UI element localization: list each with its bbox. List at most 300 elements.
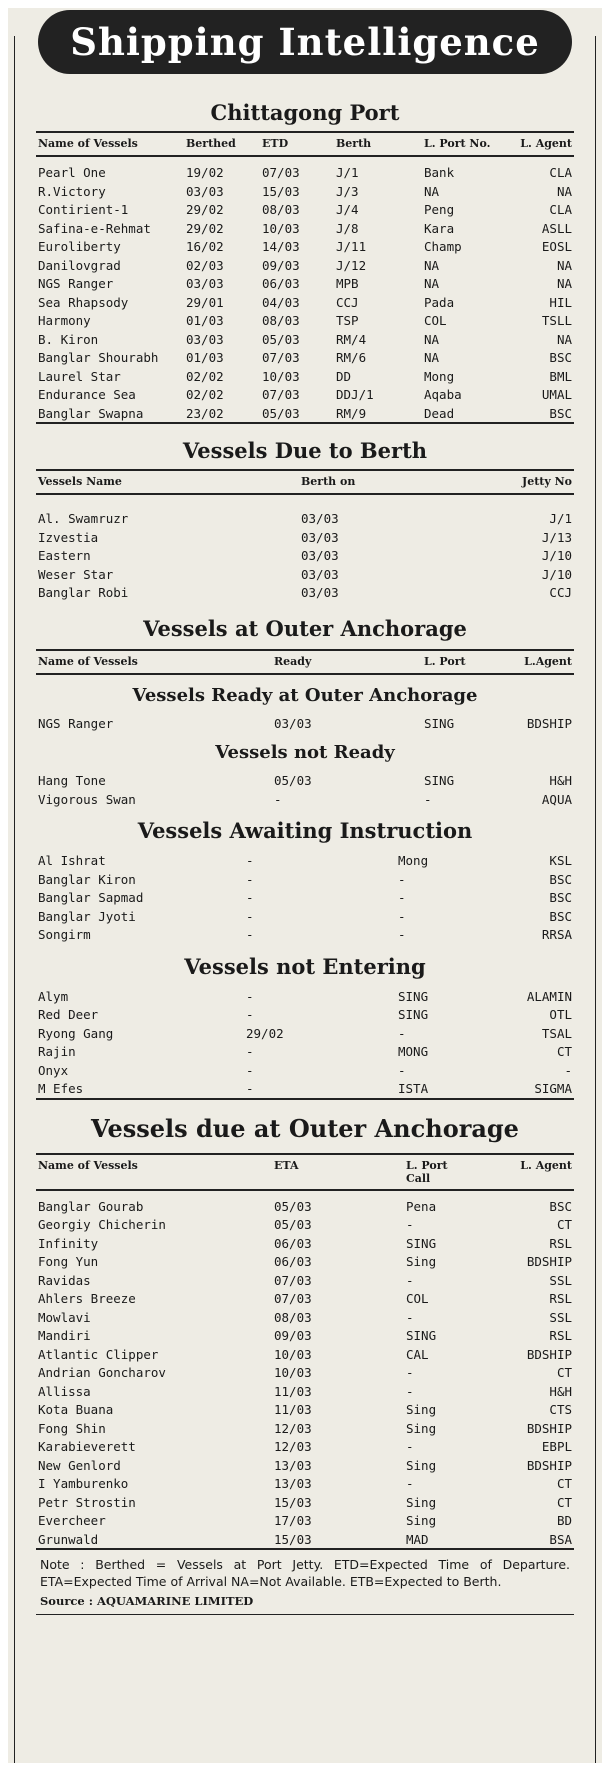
table-cell: 05/03: [274, 1217, 312, 1232]
table-cell: -: [246, 1062, 254, 1078]
header-cell: Vessels Name: [38, 475, 122, 488]
table-row: [36, 237, 574, 256]
table-cell: 23/02: [186, 405, 224, 421]
table-cell: 02/02: [186, 387, 224, 402]
table-cell: -: [246, 1044, 254, 1059]
table-cell: BSC: [549, 908, 572, 924]
table-cell: NGS Ranger: [38, 715, 114, 731]
table-cell: Izvestia: [38, 529, 99, 545]
table-cell: -: [246, 988, 254, 1004]
table-cell: J/1: [549, 511, 572, 526]
not-ready-rows: [36, 771, 574, 808]
table-cell: Mong: [398, 853, 429, 868]
table-cell: BSA: [549, 1531, 572, 1547]
table-cell: 14/03: [262, 239, 300, 254]
table-cell: SING: [398, 1007, 429, 1022]
table-cell: -: [398, 871, 406, 887]
table-cell: Weser Star: [38, 566, 114, 582]
table-cell: 03/03: [301, 511, 339, 526]
table-cell: Andrian Goncharov: [38, 1365, 166, 1380]
table-cell: H&H: [549, 773, 572, 788]
table-cell: Euroliberty: [38, 239, 121, 254]
table-cell: BML: [549, 368, 572, 384]
table-cell: J/11: [336, 239, 367, 254]
table-cell: Songirm: [38, 927, 91, 942]
table-cell: J/4: [336, 202, 359, 217]
table-cell: BSC: [549, 1198, 572, 1214]
table-cell: 08/03: [262, 313, 300, 328]
header-cell: Jetty No: [522, 475, 572, 488]
table-cell: TSP: [336, 313, 359, 328]
table-cell: Alym: [38, 988, 69, 1004]
due-to-berth-header: [36, 469, 574, 495]
table-cell: 29/01: [186, 294, 224, 310]
table-cell: -: [246, 1007, 254, 1022]
table-row: [36, 330, 574, 349]
table-cell: NA: [424, 350, 440, 365]
table-cell: Laurel Star: [38, 368, 121, 384]
table-cell: 11/03: [274, 1402, 312, 1417]
table-cell: J/10: [541, 548, 572, 563]
table-cell: 09/03: [274, 1328, 312, 1343]
table-cell: NA: [556, 183, 572, 199]
not-ready-subtitle: Vessels not Ready: [215, 742, 395, 763]
header-cell: L. Agent: [520, 1158, 572, 1172]
table-cell: COL: [424, 313, 447, 328]
table-cell: -: [406, 1365, 414, 1380]
table-row: [36, 1419, 574, 1438]
table-cell: 02/02: [186, 368, 224, 384]
table-row: [36, 1308, 574, 1327]
chittagong-title: Chittagong Port: [210, 100, 400, 125]
table-cell: HIL: [549, 294, 572, 310]
table-row: [36, 1215, 574, 1234]
table-cell: Banglar Swapna: [38, 405, 144, 421]
table-cell: 05/03: [262, 331, 300, 347]
table-cell: Fong Yun: [38, 1254, 99, 1269]
table-row: [36, 163, 574, 182]
table-cell: Ravidas: [38, 1272, 91, 1288]
table-cell: Grunwald: [38, 1531, 99, 1547]
table-row: [36, 182, 574, 201]
header-cell: ETD: [262, 137, 289, 150]
table-cell: BDSHIP: [526, 1420, 572, 1436]
table-row: [36, 311, 574, 330]
table-cell: Sing: [406, 1402, 437, 1417]
table-row: [36, 1252, 574, 1271]
table-cell: OTL: [549, 1007, 572, 1022]
table-row: [36, 200, 574, 219]
header-cell: Name of Vessels: [38, 1158, 138, 1172]
table-cell: TSAL: [541, 1025, 572, 1041]
table-cell: Bank: [424, 165, 455, 180]
header-cell: Berthed: [186, 137, 236, 150]
table-cell: Danilovgrad: [38, 257, 121, 273]
table-cell: SING: [406, 1235, 437, 1251]
table-cell: 08/03: [262, 202, 300, 217]
ready-rows: [36, 714, 574, 733]
table-cell: 13/03: [274, 1457, 312, 1473]
due-outer-rows: [36, 1197, 574, 1549]
table-cell: 07/03: [262, 387, 300, 402]
table-cell: EOSL: [541, 239, 572, 254]
table-cell: 16/02: [186, 239, 224, 254]
table-row: [36, 907, 574, 926]
header-cell: L. Port: [424, 654, 466, 668]
table-cell: Banglar Kiron: [38, 871, 136, 887]
table-cell: 12/03: [274, 1439, 312, 1454]
header-cell: Name of Vessels: [38, 137, 138, 150]
table-cell: H&H: [549, 1383, 572, 1399]
table-cell: -: [424, 791, 432, 807]
due-outer-header: [36, 1153, 574, 1191]
table-cell: 06/03: [274, 1254, 312, 1269]
table-cell: 15/03: [274, 1531, 312, 1547]
table-cell: 03/03: [186, 276, 224, 291]
table-cell: Eastern: [38, 548, 91, 563]
table-cell: Ahlers Breeze: [38, 1291, 136, 1306]
table-row: [36, 509, 574, 528]
table-cell: -: [398, 890, 406, 905]
table-cell: Sea Rhapsody: [38, 294, 129, 310]
table-row: [36, 1474, 574, 1493]
table-row: [36, 1234, 574, 1253]
table-cell: 10/03: [262, 368, 300, 384]
table-cell: J/1: [336, 165, 359, 180]
header-cell: Berth on: [301, 475, 356, 488]
table-row: [36, 293, 574, 312]
table-cell: M Efes: [38, 1081, 84, 1096]
awaiting-title: Vessels Awaiting Instruction: [137, 818, 473, 843]
due-outer-title: Vessels due at Outer Anchorage: [91, 1113, 519, 1143]
table-cell: MPB: [336, 276, 359, 291]
table-cell: BDSHIP: [526, 1457, 572, 1473]
table-cell: BSC: [549, 871, 572, 887]
table-cell: COL: [406, 1291, 429, 1306]
table-cell: 03/03: [186, 183, 224, 199]
footnote: Note : Berthed = Vessels at Port Jetty. ETD=Expected Time of Departure. ETA=Expected Time of Arrival NA=Not Available. ETB=Expected to Berth.: [40, 1557, 570, 1589]
table-cell: CCJ: [549, 585, 572, 600]
table-cell: 29/02: [246, 1025, 284, 1041]
header-cell: Ready: [274, 654, 312, 668]
table-cell: Sing: [406, 1420, 437, 1436]
table-cell: 15/03: [262, 183, 300, 199]
table-cell: Sing: [406, 1513, 437, 1528]
table-cell: SING: [406, 1328, 437, 1343]
table-cell: Sing: [406, 1254, 437, 1269]
header-cell: Berth: [336, 137, 372, 150]
table-cell: RSL: [549, 1328, 572, 1343]
table-cell: Ryong Gang: [38, 1025, 114, 1041]
table-row: [36, 1456, 574, 1475]
table-cell: Banglar Jyoti: [38, 908, 136, 924]
due-to-berth-title: Vessels Due to Berth: [182, 438, 428, 463]
table-cell: 10/03: [274, 1346, 312, 1362]
newspaper-clipping: [8, 8, 602, 1763]
table-cell: Pada: [424, 294, 455, 310]
header-cell: L.Agent: [524, 654, 572, 668]
table-cell: ASLL: [541, 220, 572, 236]
table-cell: MONG: [398, 1044, 429, 1059]
table-cell: Vigorous Swan: [38, 791, 136, 807]
table-cell: 11/03: [274, 1383, 312, 1399]
table-cell: NA: [424, 331, 440, 347]
header-cell: Name of Vessels: [38, 654, 138, 668]
table-cell: BDSHIP: [526, 715, 572, 731]
table-row: [36, 870, 574, 889]
table-cell: 03/03: [301, 529, 339, 545]
table-cell: Harmony: [38, 313, 91, 328]
table-cell: CCJ: [336, 294, 359, 310]
table-cell: Banglar Shourabh: [38, 350, 159, 365]
table-cell: RRSA: [541, 927, 572, 942]
table-row: [36, 1079, 574, 1098]
table-cell: 05/03: [274, 1198, 312, 1214]
table-cell: SING: [424, 715, 455, 731]
table-cell: J/10: [541, 566, 572, 582]
table-cell: EBPL: [541, 1439, 572, 1454]
table-cell: CTS: [549, 1402, 572, 1417]
table-cell: Mong: [424, 368, 455, 384]
table-row: [36, 1382, 574, 1401]
table-row: [36, 1437, 574, 1456]
table-cell: -: [246, 1081, 254, 1096]
table-cell: ISTA: [398, 1081, 429, 1096]
source-credit: Source : AQUAMARINE LIMITED: [40, 1594, 254, 1608]
table-cell: 01/03: [186, 313, 224, 328]
table-cell: -: [406, 1217, 414, 1232]
not-entering-rows: [36, 987, 574, 1098]
table-cell: 12/03: [274, 1420, 312, 1436]
table-cell: -: [246, 908, 254, 924]
table-cell: 29/02: [186, 202, 224, 217]
table-cell: CAL: [406, 1346, 429, 1362]
header-cell: L. Agent: [520, 137, 572, 150]
table-cell: 03/03: [301, 566, 339, 582]
table-cell: -: [246, 890, 254, 905]
table-cell: 05/03: [274, 773, 312, 788]
table-cell: 06/03: [274, 1235, 312, 1251]
table-cell: SSL: [549, 1272, 572, 1288]
table-cell: Banglar Robi: [38, 585, 129, 600]
table-cell: J/13: [541, 529, 572, 545]
table-cell: BSC: [549, 890, 572, 905]
table-cell: SIGMA: [534, 1081, 572, 1096]
table-cell: 09/03: [262, 257, 300, 273]
table-cell: Pearl One: [38, 165, 106, 180]
table-cell: CT: [556, 1476, 572, 1491]
table-cell: 29/02: [186, 220, 224, 236]
table-cell: Endurance Sea: [38, 387, 136, 402]
table-cell: 19/02: [186, 165, 224, 180]
table-row: [36, 1326, 574, 1345]
table-cell: 01/03: [186, 350, 224, 365]
table-row: [36, 583, 574, 602]
table-cell: -: [246, 871, 254, 887]
table-cell: Onyx: [38, 1062, 69, 1078]
table-row: [36, 385, 574, 404]
table-row: [36, 256, 574, 275]
table-row: [36, 925, 574, 944]
table-cell: Pena: [406, 1198, 437, 1214]
table-cell: 05/03: [262, 405, 300, 421]
table-row: [36, 1271, 574, 1290]
table-cell: 07/03: [274, 1272, 312, 1288]
table-row: [36, 1511, 574, 1530]
table-cell: Allissa: [38, 1383, 91, 1399]
table-cell: NA: [556, 331, 572, 347]
table-cell: Georgiy Chicherin: [38, 1217, 166, 1232]
table-cell: -: [398, 1062, 406, 1078]
table-cell: -: [406, 1439, 414, 1454]
table-cell: DD: [336, 368, 352, 384]
table-cell: RM/9: [336, 405, 367, 421]
table-cell: R.Victory: [38, 183, 106, 199]
table-cell: 07/03: [262, 165, 300, 180]
table-cell: SING: [424, 773, 455, 788]
table-cell: Karabieverett: [38, 1439, 136, 1454]
table-row: [36, 348, 574, 367]
table-cell: -: [246, 853, 254, 868]
table-cell: ALAMIN: [526, 988, 572, 1004]
table-cell: Al. Swamruzr: [38, 511, 129, 526]
table-cell: -: [398, 927, 406, 942]
table-cell: -: [406, 1476, 414, 1491]
not-entering-title: Vessels not Entering: [184, 953, 426, 979]
table-cell: -: [274, 791, 282, 807]
table-cell: BDSHIP: [526, 1346, 572, 1362]
table-cell: Hang Tone: [38, 773, 106, 788]
table-cell: New Genlord: [38, 1457, 121, 1473]
table-row: [36, 1197, 574, 1216]
table-cell: 15/03: [274, 1494, 312, 1510]
table-cell: TSLL: [541, 313, 572, 328]
table-cell: Mandiri: [38, 1328, 91, 1343]
table-cell: Rajin: [38, 1044, 76, 1059]
awaiting-rows: [36, 851, 574, 944]
content: [36, 100, 574, 1615]
table-row: [36, 404, 574, 423]
table-cell: B. Kiron: [38, 331, 99, 347]
table-row: [36, 1024, 574, 1043]
table-cell: 03/03: [186, 331, 224, 347]
bottom-rule: [36, 1614, 574, 1615]
table-cell: BDSHIP: [526, 1254, 572, 1269]
table-cell: -: [564, 1062, 572, 1078]
table-cell: Fong Shin: [38, 1420, 106, 1436]
table-row: [36, 1363, 574, 1382]
table-cell: RM/6: [336, 350, 367, 365]
table-cell: -: [398, 1025, 406, 1041]
table-row: [36, 790, 574, 809]
table-cell: CLA: [549, 202, 572, 217]
table-cell: 04/03: [262, 294, 300, 310]
table-row: [36, 1061, 574, 1080]
table-cell: Kara: [424, 220, 455, 236]
table-cell: 08/03: [274, 1309, 312, 1325]
table-row: [36, 1005, 574, 1024]
outer-anchorage-title: Vessels at Outer Anchorage: [143, 615, 467, 641]
table-cell: Banglar Gourab: [38, 1198, 144, 1214]
table-cell: 06/03: [262, 276, 300, 291]
table-cell: RM/4: [336, 331, 367, 347]
table-cell: CT: [556, 1217, 572, 1232]
table-cell: RSL: [549, 1291, 572, 1306]
table-cell: NA: [556, 276, 572, 291]
table-cell: -: [398, 908, 406, 924]
table-cell: -: [406, 1383, 414, 1399]
page-banner: Shipping Intelligence: [38, 10, 572, 74]
table-row: [36, 1400, 574, 1419]
table-cell: Red Deer: [38, 1007, 99, 1022]
table-cell: NA: [424, 257, 440, 273]
header-cell: L. Port No.: [424, 137, 491, 150]
table-cell: Mowlavi: [38, 1309, 91, 1325]
table-cell: Safina-e-Rehmat: [38, 220, 151, 236]
table-cell: 02/03: [186, 257, 224, 273]
table-cell: -: [406, 1272, 414, 1288]
table-cell: SSL: [549, 1309, 572, 1325]
table-cell: Banglar Sapmad: [38, 890, 144, 905]
frame-left-rule: [14, 36, 15, 1763]
table-cell: AQUA: [541, 791, 572, 807]
table-cell: 13/03: [274, 1476, 312, 1491]
table-cell: Aqaba: [424, 387, 462, 402]
table-cell: Infinity: [38, 1235, 99, 1251]
table-cell: SING: [398, 988, 429, 1004]
table-row: [36, 987, 574, 1006]
table-row: [36, 1530, 574, 1549]
header-cell: L. Port Call: [406, 1158, 448, 1185]
table-row: [36, 1042, 574, 1061]
table-cell: Sing: [406, 1494, 437, 1510]
table-cell: Atlantic Clipper: [38, 1346, 159, 1362]
table-cell: -: [246, 927, 254, 942]
table-cell: Champ: [424, 239, 462, 254]
table-cell: NGS Ranger: [38, 276, 114, 291]
table-row: [36, 528, 574, 547]
chittagong-header: [36, 131, 574, 157]
table-row: [36, 546, 574, 565]
table-cell: J/8: [336, 220, 359, 236]
table-cell: 03/03: [301, 585, 339, 600]
table-row: [36, 565, 574, 584]
table-cell: J/3: [336, 183, 359, 199]
table-row: [36, 1345, 574, 1364]
table-cell: I Yamburenko: [38, 1476, 129, 1491]
table-cell: DDJ/1: [336, 387, 374, 402]
table-row: [36, 771, 574, 790]
table-cell: NA: [424, 183, 440, 199]
table-cell: 10/03: [274, 1365, 312, 1380]
table-cell: Peng: [424, 202, 455, 217]
table-cell: Dead: [424, 405, 455, 421]
table-row: [36, 851, 574, 870]
table-cell: 07/03: [274, 1291, 312, 1306]
table-cell: 03/03: [274, 715, 312, 731]
table-cell: Kota Buana: [38, 1402, 114, 1417]
table-cell: BSC: [549, 350, 572, 365]
table-cell: CT: [556, 1365, 572, 1380]
table-cell: NA: [556, 257, 572, 273]
table-row: [36, 274, 574, 293]
table-cell: KSL: [549, 853, 572, 868]
table-row: [36, 1493, 574, 1512]
outer-anchorage-header: [36, 649, 574, 675]
table-row: [36, 888, 574, 907]
table-cell: NA: [424, 276, 440, 291]
table-row: [36, 219, 574, 238]
